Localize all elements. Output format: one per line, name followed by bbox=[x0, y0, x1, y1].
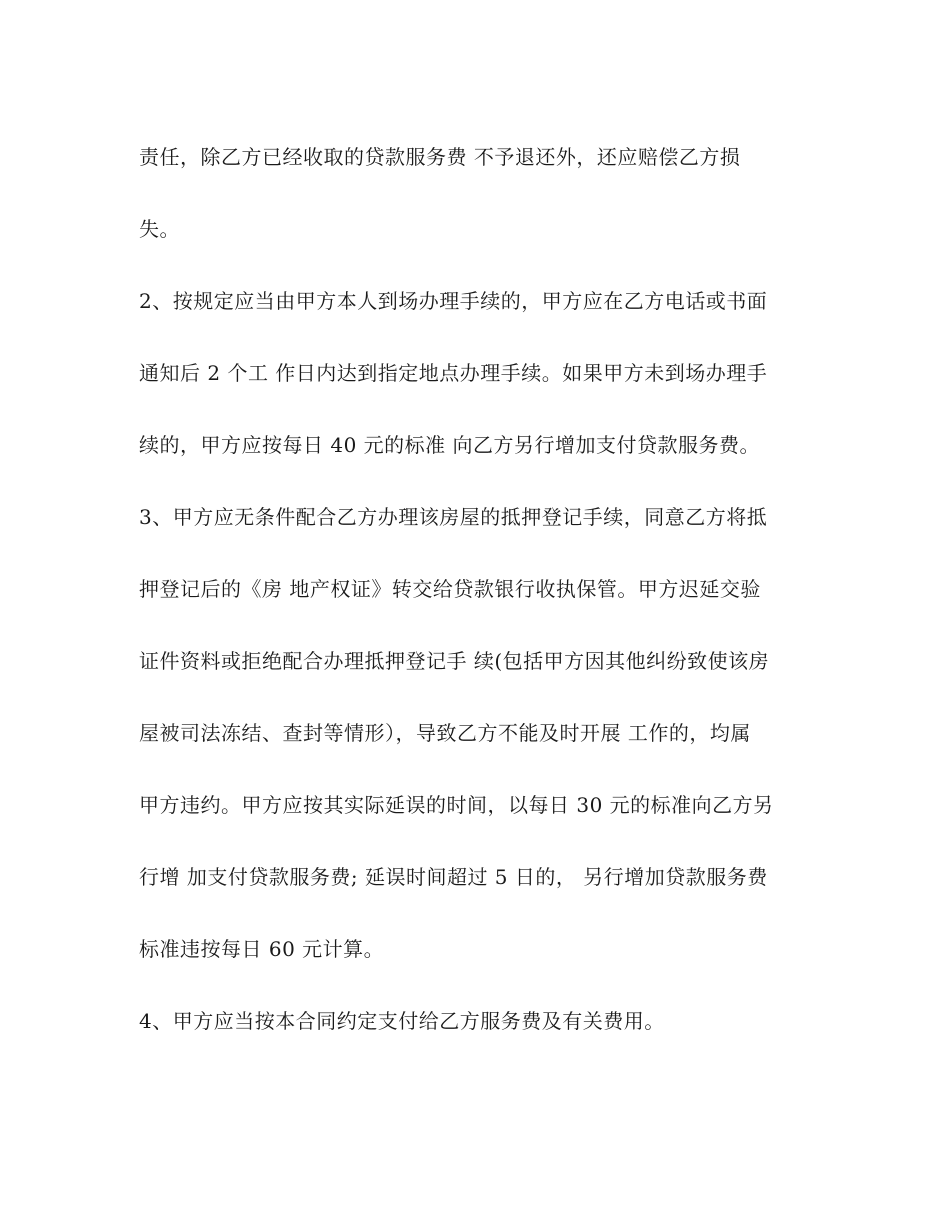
text-line: 证件资料或拒绝配合办理抵押登记手 续(包括甲方因其他纠纷致使该房 bbox=[139, 649, 770, 673]
text-line: 续的，甲方应按每日 40 元的标准 向乙方另行增加支付贷款服务费。 bbox=[139, 433, 761, 457]
text-line: 责任，除乙方已经收取的贷款服务费 不予退还外，还应赔偿乙方损 bbox=[139, 145, 741, 169]
text-line: 3、甲方应无条件配合乙方办理该房屋的抵押登记手续，同意乙方将抵 bbox=[139, 505, 768, 529]
text-line: 甲方违约。甲方应按其实际延误的时间，以每日 30 元的标准向乙方另 bbox=[139, 793, 774, 817]
text-line: 2、按规定应当由甲方本人到场办理手续的，甲方应在乙方电话或书面 bbox=[139, 289, 768, 313]
text-line: 4、甲方应当按本合同约定支付给乙方服务费及有关费用。 bbox=[139, 1009, 665, 1033]
text-line: 标准违按每日 60 元计算。 bbox=[139, 937, 385, 961]
text-line: 通知后 2 个工 作日内达到指定地点办理手续。如果甲方未到场办理手 bbox=[139, 361, 768, 385]
text-line: 失。 bbox=[139, 217, 180, 241]
text-line: 押登记后的《房 地产权证》转交给贷款银行收执保管。甲方迟延交验 bbox=[139, 577, 761, 601]
text-line: 屋被司法冻结、查封等情形），导致乙方不能及时开展 工作的，均属 bbox=[139, 721, 751, 745]
text-line: 行增 加支付贷款服务费; 延误时间超过 5 日的， 另行增加贷款服务费 bbox=[139, 865, 768, 889]
